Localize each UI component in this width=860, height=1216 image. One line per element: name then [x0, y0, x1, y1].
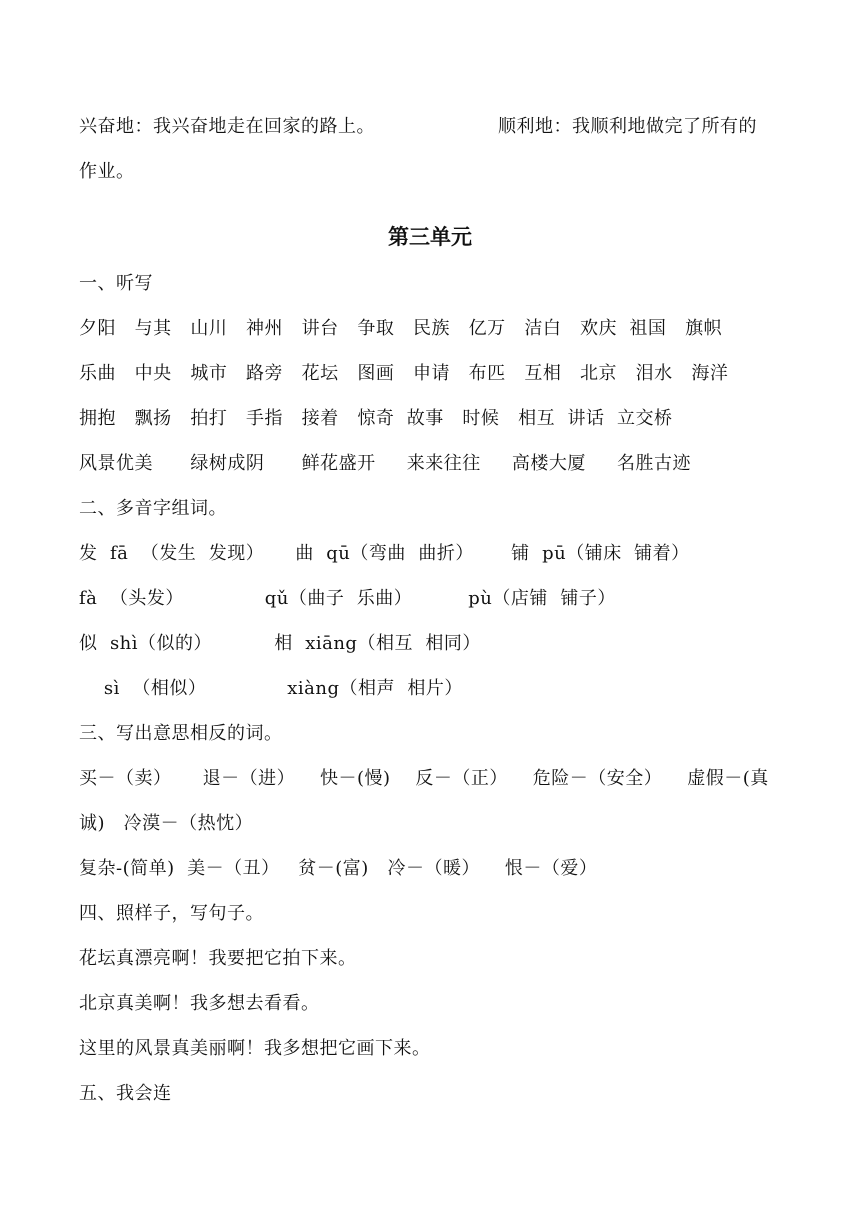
dictation-row: 拥抱 飘扬 拍打 手指 接着 惊奇 故事 时候 相互 讲话 立交桥 [79, 408, 673, 429]
intro-line-2: 作业。 [79, 161, 135, 182]
sentence-row: 北京真美啊！我多想去看看。 [79, 993, 320, 1014]
polyphonic-row: 似 shì（似的） 相 xiāng（相互 相同） [79, 633, 481, 654]
antonym-row: 复杂-(简单) 美－（丑） 贫－(富) 冷－（暖） 恨－（爱） [79, 858, 598, 879]
section-heading-sentences: 四、照样子，写句子。 [79, 903, 264, 924]
section-heading-dictation: 一、听写 [79, 273, 153, 294]
dictation-row: 风景优美 绿树成阴 鲜花盛开 来来往往 高楼大厦 名胜古迹 [79, 453, 691, 474]
polyphonic-row: fà （头发） qǔ（曲子 乐曲） pù（店铺 铺子） [79, 588, 616, 609]
sentence-row: 花坛真漂亮啊！我要把它拍下来。 [79, 948, 357, 969]
antonym-row: 诚) 冷漠－（热忱） [79, 813, 254, 834]
dictation-row: 乐曲 中央 城市 路旁 花坛 图画 申请 布匹 互相 北京 泪水 海洋 [79, 363, 729, 384]
intro-line-1-right: 顺利地：我顺利地做完了所有的 [498, 116, 757, 137]
antonym-row: 买－（卖） 退－（进） 快－(慢) 反－（正） 危险－（安全） 虚假－(真 [79, 768, 769, 789]
section-heading-polyphonic: 二、多音字组词。 [79, 498, 227, 519]
intro-line-1-left: 兴奋地：我兴奋地走在回家的路上。 [79, 116, 375, 137]
unit-title: 第三单元 [388, 225, 472, 249]
section-heading-matching: 五、我会连 [79, 1083, 172, 1104]
polyphonic-row: 发 fā （发生 发现） 曲 qū（弯曲 曲折） 铺 pū（铺床 铺着） [79, 543, 690, 564]
dictation-row: 夕阳 与其 山川 神州 讲台 争取 民族 亿万 洁白 欢庆 祖国 旗帜 [79, 318, 723, 339]
polyphonic-row: sì （相似） xiàng（相声 相片） [79, 678, 463, 699]
section-heading-antonyms: 三、写出意思相反的词。 [79, 723, 283, 744]
sentence-row: 这里的风景真美丽啊！我多想把它画下来。 [79, 1038, 431, 1059]
